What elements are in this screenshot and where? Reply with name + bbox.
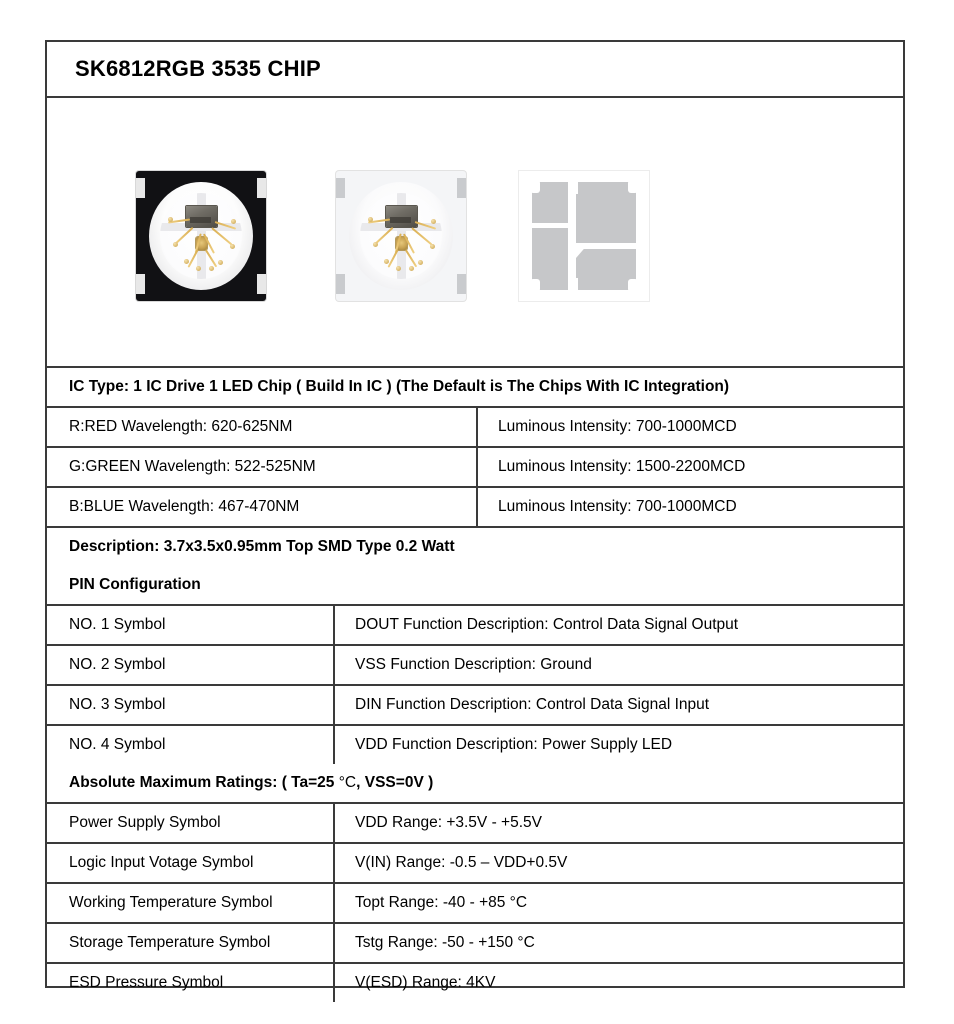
ic-type-cell: IC Type: 1 IC Drive 1 LED Chip ( Build In IC ) (The Default is The Chips With IC Integration): [69, 377, 730, 395]
amr-heading-post: , VSS=0V ): [356, 773, 434, 791]
table-row: [47, 923, 903, 963]
led-chip-white-top-view: [336, 171, 466, 301]
table-row: [47, 527, 903, 566]
logic-input-voltage-symbol: Logic Input Votage Symbol: [47, 843, 334, 883]
working-temperature-symbol: Working Temperature Symbol: [47, 883, 334, 923]
table-row: [47, 447, 903, 487]
table-row: [47, 605, 903, 645]
solder-pad-3: [576, 182, 636, 243]
pin-2-function: VSS Function Description: Ground: [334, 645, 903, 685]
amr-heading-pre: Absolute Maximum Ratings: ( Ta=25: [69, 773, 339, 791]
storage-temperature-symbol: Storage Temperature Symbol: [47, 923, 334, 963]
pin-3-function: DIN Function Description: Control Data Signal Input: [334, 685, 903, 725]
solder-pad-4: [576, 249, 636, 290]
pin-4-function: VDD Function Description: Power Supply LED: [334, 725, 903, 764]
blue-intensity-cell: Luminous Intensity: 700-1000MCD: [477, 487, 903, 527]
table-row: [47, 803, 903, 843]
power-supply-value: VDD Range: +3.5V - +5.5V: [334, 803, 903, 843]
absolute-maximum-ratings-heading: [47, 764, 903, 803]
red-intensity-cell: Luminous Intensity: 700-1000MCD: [477, 407, 903, 447]
esd-pressure-symbol: ESD Pressure Symbol: [47, 963, 334, 1002]
table-row: [47, 368, 903, 407]
datasheet-page: [45, 40, 905, 991]
pin-2-symbol: NO. 2 Symbol: [47, 645, 334, 685]
led-chip-pad-layout: [519, 171, 649, 301]
esd-pressure-value: V(ESD) Range: 4KV: [334, 963, 903, 1002]
pin-1-symbol: NO. 1 Symbol: [47, 605, 334, 645]
green-intensity-cell: Luminous Intensity: 1500-2200MCD: [477, 447, 903, 487]
table-row: [47, 883, 903, 923]
table-row: [47, 725, 903, 764]
table-row: [47, 407, 903, 447]
power-supply-symbol: Power Supply Symbol: [47, 803, 334, 843]
table-row: [47, 764, 903, 803]
table-row: [47, 843, 903, 883]
working-temperature-value: Topt Range: -40 - +85 °C: [334, 883, 903, 923]
specification-table: [47, 368, 903, 566]
pin-configuration-table: [47, 566, 903, 764]
green-wavelength-cell: G:GREEN Wavelength: 522-525NM: [47, 447, 477, 487]
table-row: [47, 685, 903, 725]
description-cell: Description: 3.7x3.5x0.95mm Top SMD Type 0.2 Watt: [47, 527, 903, 566]
logic-input-voltage-value: V(IN) Range: -0.5 – VDD+0.5V: [334, 843, 903, 883]
red-wavelength-cell: R:RED Wavelength: 620-625NM: [47, 407, 477, 447]
pin-configuration-heading: PIN Configuration: [69, 575, 201, 593]
table-row: [47, 963, 903, 1002]
page-title-row: [47, 42, 903, 98]
table-row: [47, 566, 903, 605]
pin-3-symbol: NO. 3 Symbol: [47, 685, 334, 725]
degree-celsius-symbol: °C: [338, 773, 357, 791]
driver-ic-die: [386, 206, 417, 227]
led-chip-black-top-view: [136, 171, 266, 301]
product-image-row: [47, 98, 903, 368]
pin-1-function: DOUT Function Description: Control Data Signal Output: [334, 605, 903, 645]
absolute-maximum-ratings-table: [47, 764, 903, 1002]
driver-ic-die: [186, 206, 217, 227]
table-row: [47, 487, 903, 527]
storage-temperature-value: Tstg Range: -50 - +150 °C: [334, 923, 903, 963]
blue-wavelength-cell: B:BLUE Wavelength: 467-470NM: [47, 487, 477, 527]
page-title: SK6812RGB 3535 CHIP: [75, 56, 321, 81]
pin-4-symbol: NO. 4 Symbol: [47, 725, 334, 764]
table-row: [47, 645, 903, 685]
